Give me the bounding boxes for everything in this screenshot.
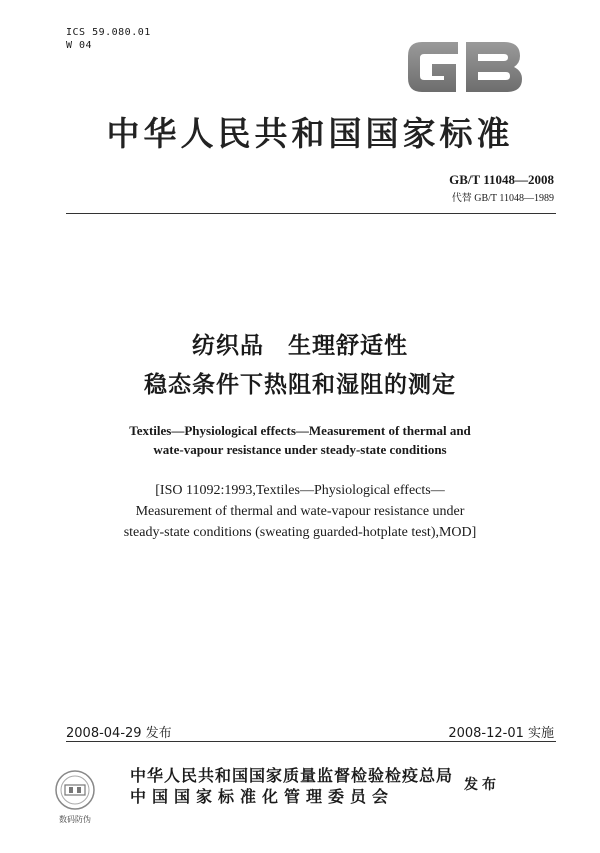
- implementation-date: 2008-12-01 实施: [448, 726, 554, 741]
- issuer-line1: 中华人民共和国国家质量监督检验检疫总局: [130, 766, 454, 785]
- standard-title: 中华人民共和国国家标准: [106, 114, 514, 153]
- anti-counterfeit-seal-icon: [50, 768, 100, 826]
- issuer-line2: 中国国家标准化管理委员会: [130, 787, 395, 806]
- publish-label: 发布: [464, 777, 500, 793]
- classification-codes: [66, 26, 151, 52]
- ics-code: ICS 59.080.01: [66, 27, 151, 38]
- seal-caption: 数码防伪: [59, 815, 91, 824]
- issue-date: 2008-04-29 发布: [66, 726, 172, 741]
- replaces-standard: 代替 GB/T 11048—1989: [451, 193, 554, 204]
- iso-reference-line3: steady-state conditions (sweating guarded-hotplate test),MOD]: [123, 525, 477, 540]
- title-chinese-line2: 稳态条件下热阻和湿阻的测定: [144, 372, 456, 398]
- bottom-divider: [66, 741, 556, 742]
- gb-logo-icon: [400, 32, 530, 102]
- iso-reference-line1: [ISO 11092:1993,Textiles—Physiological effects—: [155, 483, 445, 498]
- iso-reference-line2: Measurement of thermal and wate-vapour resistance under: [135, 504, 465, 519]
- title-chinese-line1: 纺织品 生理舒适性: [192, 333, 408, 359]
- title-english-line2: wate-vapour resistance under steady-state conditions: [153, 442, 447, 457]
- category-code: W 04: [66, 40, 93, 51]
- top-divider: [66, 213, 556, 214]
- title-english-line1: Textiles—Physiological effects—Measurement of thermal and: [129, 423, 471, 438]
- standard-number: GB/T 11048—2008: [449, 172, 554, 187]
